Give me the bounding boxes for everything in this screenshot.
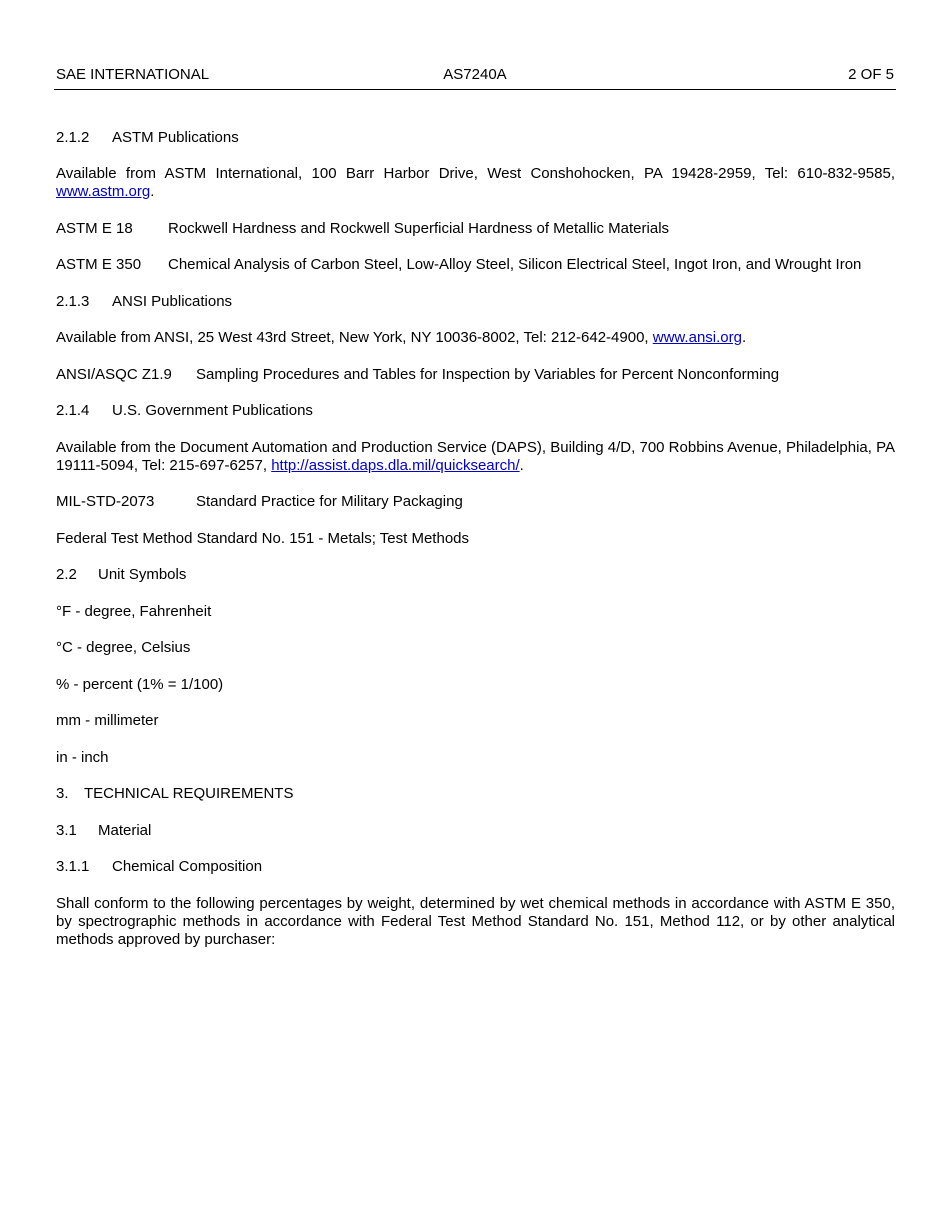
reference-ansi-z1-9: ANSI/ASQC Z1.9 Sampling Procedures and Tables for Inspection by Variables for Percent Nonconforming (56, 366, 780, 383)
reference-mil-std-2073: MIL-STD-2073 Standard Practice for Military Packaging (56, 493, 463, 510)
unit-inch: in - inch (56, 749, 109, 766)
reference-astm-e18: ASTM E 18 Rockwell Hardness and Rockwell Superficial Hardness of Metallic Materials (56, 220, 670, 237)
chemical-composition-paragraph: Shall conform to the following percentages by weight, determined by wet chemical methods in accordance with ASTM E 350, by spectrographic methods in accordance with Federal Test Method Standard No. 151, Method 112, or by other analytical methods approved by purchaser: (56, 895, 895, 948)
astm-link[interactable]: www.astm.org (56, 183, 151, 200)
assist-link[interactable]: http://assist.daps.dla.mil/quicksearch/ (271, 457, 520, 474)
reference-astm-e350: ASTM E 350 Chemical Analysis of Carbon Steel, Low-Alloy Steel, Silicon Electrical Steel, Ingot Iron, and Wrought Iron (56, 256, 862, 273)
section-heading-3-1: 3.1 Material (56, 822, 152, 839)
government-availability-paragraph: Available from the Document Automation and Production Service (DAPS), Building 4/D, 700 Robbins Avenue, Philadelphia, PA 19111-5094, Tel: 215-697-6257, http://assist.daps.dla.mil/quicksearch/. (56, 439, 895, 474)
ansi-link[interactable]: www.ansi.org (652, 329, 742, 346)
unit-percent: % - percent (1% = 1/100) (56, 676, 224, 693)
section-heading-3: 3. TECHNICAL REQUIREMENTS (56, 785, 294, 802)
section-heading-3-1-1: 3.1.1 Chemical Composition (56, 858, 263, 875)
header-organization: SAE INTERNATIONAL (56, 66, 210, 83)
section-heading-2-1-2: 2.1.2 ASTM Publications (56, 129, 239, 146)
section-heading-2-1-3: 2.1.3 ANSI Publications (56, 293, 233, 310)
section-heading-2-1-4: 2.1.4 U.S. Government Publications (56, 402, 313, 419)
unit-celsius: °C - degree, Celsius (56, 639, 191, 656)
unit-millimeter: mm - millimeter (56, 712, 159, 729)
header-document-id: AS7240A (443, 66, 507, 83)
page-header (54, 66, 896, 90)
header-page-number: 2 OF 5 (848, 66, 894, 83)
astm-availability-paragraph: Available from ASTM International, 100 Barr Harbor Drive, West Conshohocken, PA 19428-2959, Tel: 610-832-9585, www.astm.org. (56, 165, 895, 200)
reference-federal-std-151: Federal Test Method Standard No. 151 - Metals; Test Methods (56, 530, 469, 547)
ansi-availability-paragraph: Available from ANSI, 25 West 43rd Street, New York, NY 10036-8002, Tel: 212-642-4900, www.ansi.org. (56, 329, 747, 346)
unit-fahrenheit: °F - degree, Fahrenheit (56, 603, 212, 620)
section-heading-2-2: 2.2 Unit Symbols (56, 566, 187, 583)
